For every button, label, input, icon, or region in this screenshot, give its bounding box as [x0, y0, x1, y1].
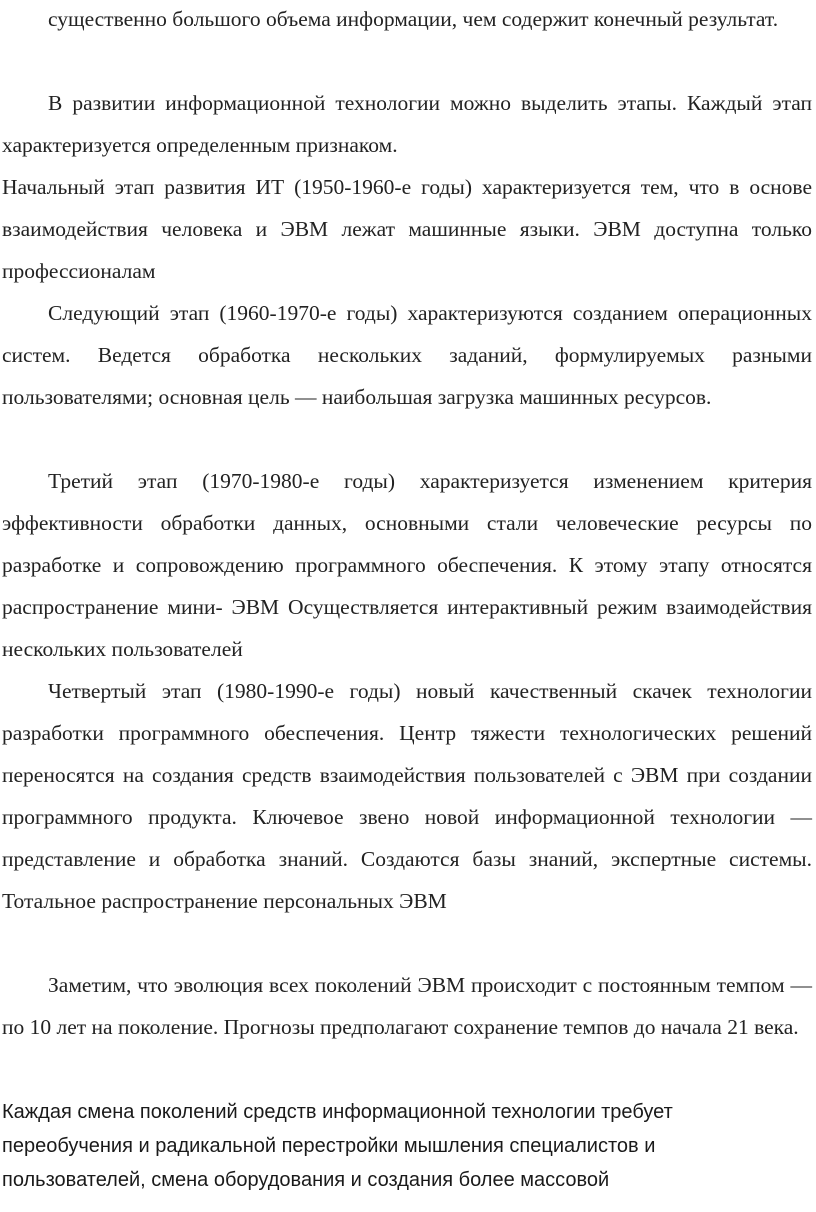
paragraph-initial-stage: Начальный этап развития ИТ (1950-1960-е годы) характеризуется тем, что в основе взаимодействия человека и ЭВМ лежат машинные языки. ЭВМ доступна только профессионалам — [2, 175, 812, 283]
paragraph-stages-intro: В развитии информационной технологии можно выделить этапы. Каждый этап характеризуется определенным признаком. — [2, 91, 812, 157]
paragraph-second-stage: Следующий этап (1960-1970-е годы) характеризуются созданием операционных систем. Ведется обработка нескольких заданий, формулируемых разными пользователями; основная цель — наибольшая загрузка машинных ресурсов. — [2, 301, 812, 409]
paragraph-third-stage: Третий этап (1970-1980-е годы) характеризуется изменением критерия эффективности обработки данных, основными стали человеческие ресурсы по разработке и сопровождению программного обеспечения. К этому этапу относятся распространение мини- ЭВМ Осуществляется интерактивный режим взаимодействия нескольких пользователей — [2, 469, 812, 661]
paragraph-generation-change: Каждая смена поколений средств информационной технологии требует переобучения и радикальной перестройки мышления специалистов и пользователей, смена оборудования и создания более массовой — [2, 1101, 673, 1191]
paragraph-fourth-stage: Четвертый этап (1980-1990-е годы) новый качественный скачек технологии разработки программного обеспечения. Центр тяжести технологических решений переносятся на создания средств взаимодействия пользователей с ЭВМ при создании программного продукта. Ключевое звено новой информационной технологии — представление и обработка знаний. Создаются базы знаний, экспертные системы. Тотальное распространение персональных ЭВМ — [2, 679, 812, 913]
paragraph-evolution-note: Заметим, что эволюция всех поколений ЭВМ происходит с постоянным темпом — по 10 лет на поколение. Прогнозы предполагают сохранение темпов до начала 21 века. — [2, 973, 812, 1039]
paragraph-continuation: существенно большого объема информации, чем содержит конечный результат. — [48, 7, 779, 31]
